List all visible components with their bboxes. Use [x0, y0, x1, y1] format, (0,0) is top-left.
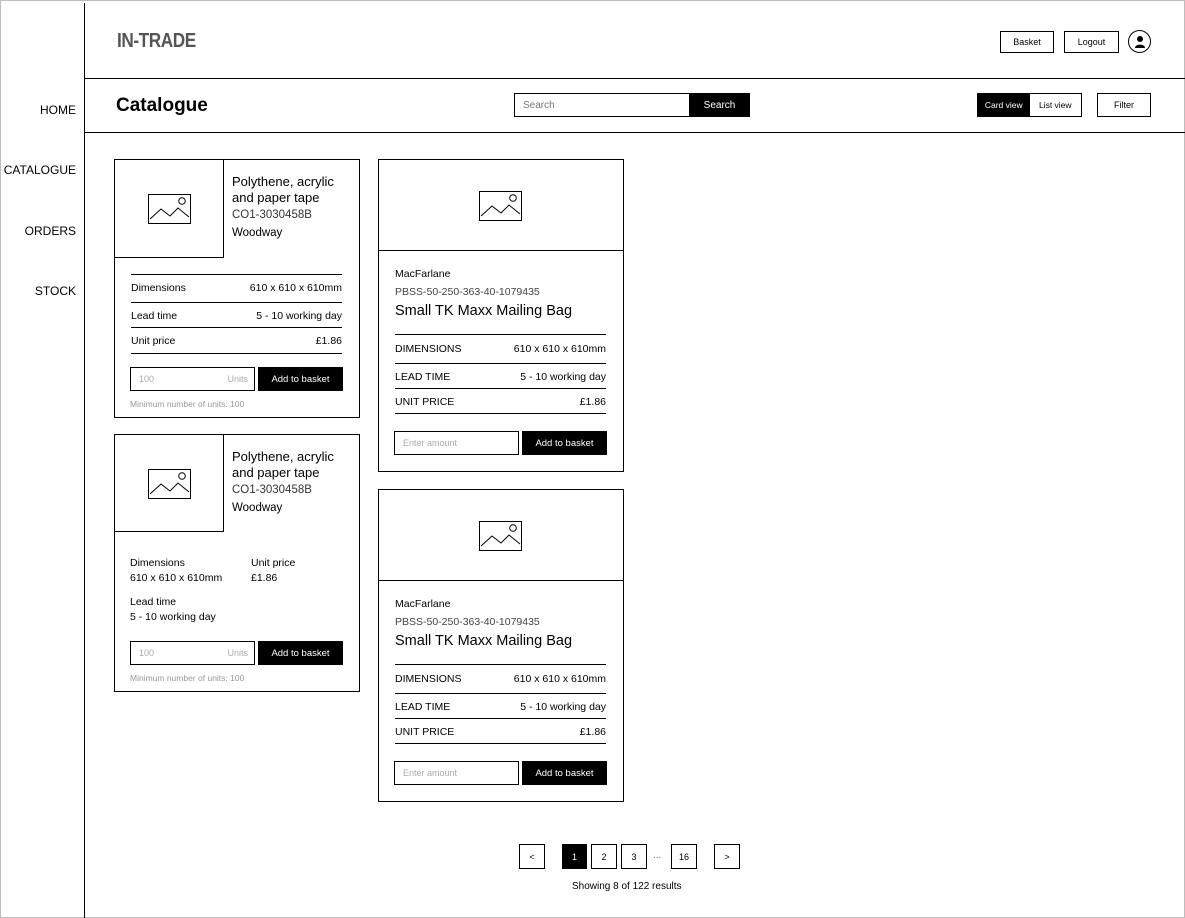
add-to-basket-button[interactable]: Add to basket	[258, 641, 343, 665]
pagination-page-last[interactable]: 16	[671, 844, 697, 869]
lead-time-label: LEAD TIME	[395, 371, 451, 383]
product-supplier: Woodway	[232, 227, 283, 239]
lead-time-label: Lead time	[130, 596, 177, 608]
add-to-basket-button[interactable]: Add to basket	[522, 761, 607, 785]
product-name: Polythene, acrylic	[232, 174, 334, 189]
product-name: Polythene, acrylic	[232, 449, 334, 464]
product-name: Small TK Maxx Mailing Bag	[395, 303, 573, 319]
product-supplier: Woodway	[232, 502, 283, 514]
unit-price-label: Unit price	[251, 557, 296, 569]
quantity-input[interactable]	[130, 367, 255, 391]
product-image-placeholder	[379, 490, 623, 581]
quantity-unit: Units	[227, 374, 248, 384]
quantity-value: 100	[139, 648, 155, 658]
pagination-next-button[interactable]: >	[714, 844, 740, 869]
list-view-toggle[interactable]: List view	[1038, 100, 1072, 110]
minimum-units-note: Minimum number of units: 100	[130, 673, 245, 683]
image-icon	[148, 194, 191, 224]
unit-price-value: £1.86	[251, 572, 278, 584]
logout-button[interactable]: Logout	[1064, 31, 1119, 53]
add-to-basket-button[interactable]: Add to basket	[522, 431, 607, 455]
product-code: PBSS-50-250-363-40-1079435	[395, 616, 540, 628]
lead-time-label: LEAD TIME	[395, 701, 451, 713]
header-divider	[85, 78, 1185, 79]
divider	[131, 327, 342, 328]
view-toggle	[977, 93, 1082, 117]
pagination-ellipsis: ...	[653, 850, 662, 861]
product-name-line2: and paper tape	[232, 190, 320, 205]
divider	[395, 413, 606, 414]
product-supplier: MacFarlane	[395, 268, 451, 280]
quantity-unit: Units	[227, 648, 248, 658]
image-icon	[148, 469, 191, 499]
product-image-placeholder	[379, 160, 623, 251]
dimensions-value: 610 x 610 x 610mm	[513, 673, 606, 685]
product-card	[114, 434, 360, 692]
dimensions-label: Dimensions	[131, 282, 186, 294]
product-card	[114, 159, 360, 418]
basket-button[interactable]: Basket	[1000, 31, 1054, 53]
pagination-prev-button[interactable]: <	[519, 844, 545, 869]
divider	[395, 718, 606, 719]
unit-price-value: £1.86	[579, 726, 606, 738]
lead-time-value: 5 - 10 working day	[520, 371, 606, 383]
quantity-input[interactable]	[130, 641, 255, 665]
lead-time-value: 5 - 10 working day	[130, 611, 216, 623]
lead-time-value: 5 - 10 working day	[520, 701, 606, 713]
add-to-basket-button[interactable]: Add to basket	[258, 367, 343, 391]
product-image-placeholder	[115, 435, 224, 532]
dimensions-value: 610 x 610 x 610mm	[249, 282, 342, 294]
sidebar-item-orders[interactable]: ORDERS	[24, 224, 76, 238]
product-supplier: MacFarlane	[395, 598, 451, 610]
sidebar-item-catalogue[interactable]: CATALOGUE	[3, 163, 76, 177]
minimum-units-note: Minimum number of units: 100	[130, 399, 245, 409]
divider	[395, 693, 606, 694]
product-name-line2: and paper tape	[232, 465, 320, 480]
user-icon[interactable]	[1128, 30, 1151, 53]
dimensions-value: 610 x 610 x 610mm	[513, 343, 606, 355]
unit-price-label: Unit price	[131, 335, 176, 347]
divider	[131, 353, 342, 354]
card-view-toggle[interactable]: Card view	[978, 94, 1030, 116]
unit-price-value: £1.86	[579, 396, 606, 408]
lead-time-value: 5 - 10 working day	[256, 310, 342, 322]
dimensions-label: DIMENSIONS	[395, 343, 462, 355]
pagination-page-3[interactable]: 3	[621, 844, 647, 869]
product-code: CO1-3030458B	[232, 484, 312, 496]
amount-placeholder: Enter amount	[403, 438, 458, 448]
image-icon	[479, 191, 522, 221]
product-code: CO1-3030458B	[232, 209, 312, 221]
toolbar-divider	[85, 132, 1185, 133]
quantity-value: 100	[139, 374, 155, 384]
search-input[interactable]	[514, 93, 690, 117]
product-card	[378, 159, 624, 472]
dimensions-label: Dimensions	[130, 557, 185, 569]
divider	[395, 334, 606, 335]
sidebar-divider	[84, 3, 85, 918]
results-summary: Showing 8 of 122 results	[572, 881, 682, 892]
amount-placeholder: Enter amount	[403, 768, 458, 778]
amount-input[interactable]	[394, 431, 519, 455]
divider	[131, 302, 342, 303]
brand-logo[interactable]: IN-TRADE	[117, 30, 196, 52]
lead-time-label: Lead time	[131, 310, 178, 322]
sidebar-item-home[interactable]: HOME	[40, 103, 76, 117]
product-name: Small TK Maxx Mailing Bag	[395, 633, 573, 649]
image-icon	[479, 521, 522, 551]
product-image-placeholder	[115, 160, 224, 258]
divider	[395, 363, 606, 364]
user-glyph	[1134, 35, 1146, 49]
divider	[395, 664, 606, 665]
search-button[interactable]: Search	[689, 93, 750, 117]
product-code: PBSS-50-250-363-40-1079435	[395, 286, 540, 298]
sidebar-item-stock[interactable]: STOCK	[34, 284, 76, 298]
dimensions-label: DIMENSIONS	[395, 673, 462, 685]
unit-price-label: UNIT PRICE	[395, 396, 455, 408]
pagination-page-1[interactable]: 1	[562, 844, 587, 869]
product-card	[378, 489, 624, 802]
pagination-page-2[interactable]: 2	[591, 844, 617, 869]
divider	[395, 388, 606, 389]
filter-button[interactable]: Filter	[1097, 93, 1151, 117]
divider	[131, 274, 342, 275]
dimensions-value: 610 x 610 x 610mm	[130, 572, 223, 584]
divider	[395, 743, 606, 744]
unit-price-label: UNIT PRICE	[395, 726, 455, 738]
amount-input[interactable]	[394, 761, 519, 785]
page-title: Catalogue	[116, 95, 208, 116]
unit-price-value: £1.86	[315, 335, 342, 347]
